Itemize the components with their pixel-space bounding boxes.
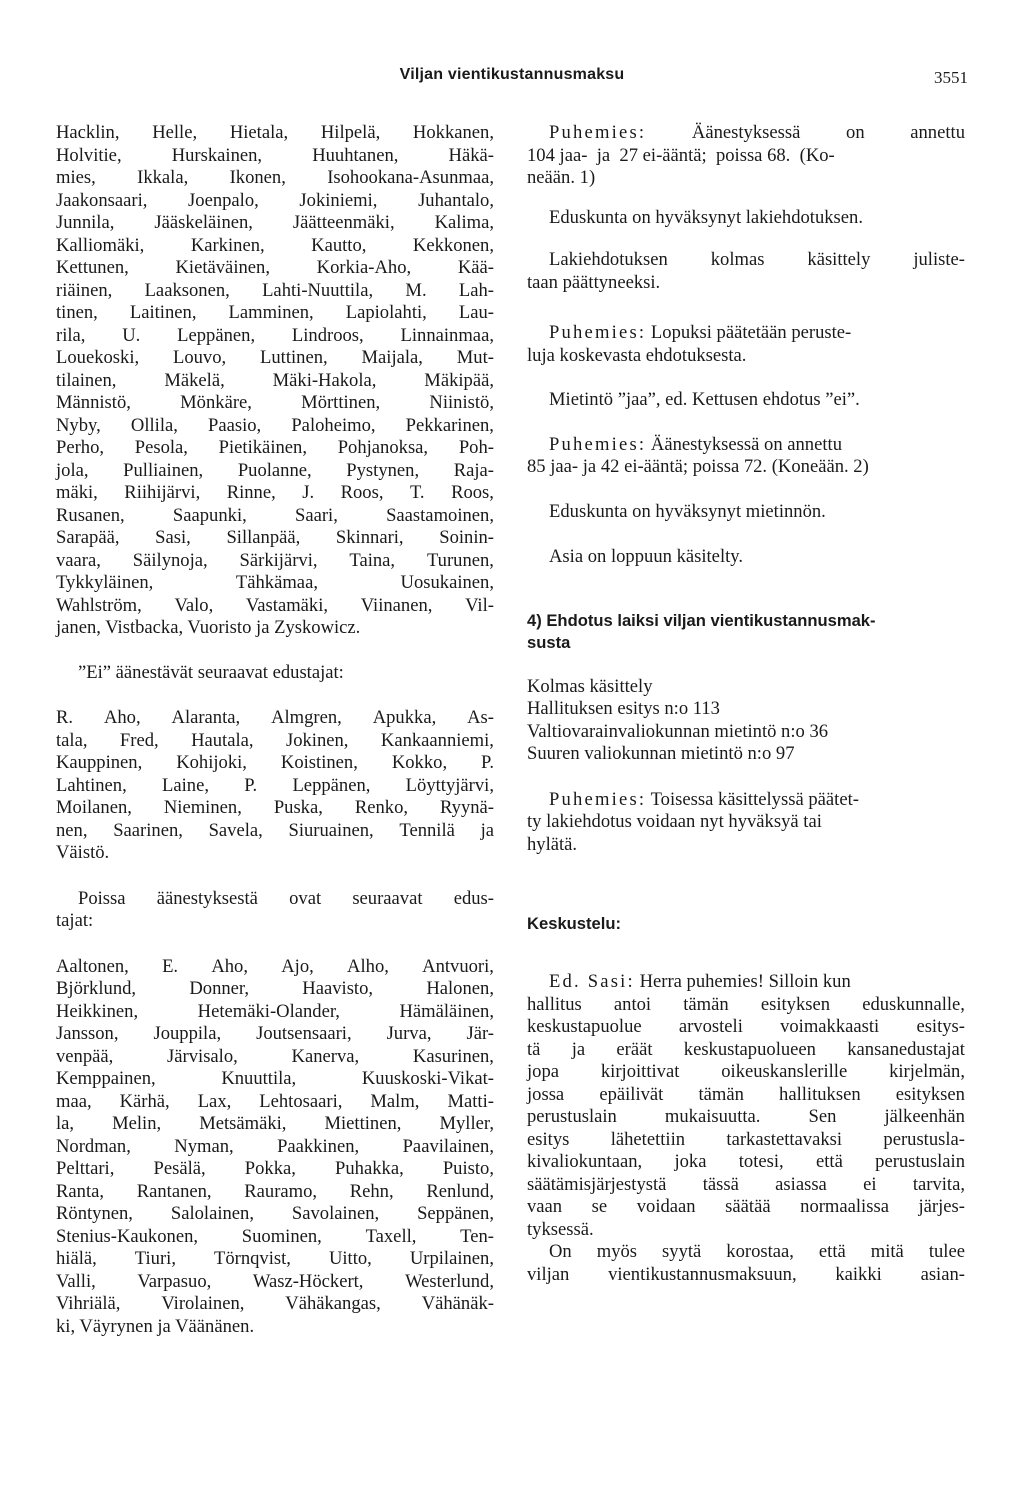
text-line: Heikkinen, Hetemäki-Olander, Hämäläinen, bbox=[56, 1000, 494, 1022]
text-line: Stenius-Kaukonen, Suominen, Taxell, Ten- bbox=[56, 1225, 494, 1247]
text-line: Wahlström, Valo, Vastamäki, Viinanen, Vil- bbox=[56, 594, 494, 616]
text-line: tajat: bbox=[56, 910, 94, 931]
matter-concluded: Asia on loppuun käsitelty. bbox=[549, 546, 744, 567]
page-number: 3551 bbox=[934, 68, 968, 87]
text-line: Kemppainen, Knuuttila, Kuuskoski-Vikat- bbox=[56, 1068, 494, 1089]
text-line: Lahtinen, Laine, P. Leppänen, Löyttyjärvi, bbox=[56, 774, 494, 796]
jaa-voters-list bbox=[56, 122, 494, 640]
vote-proposal bbox=[527, 322, 965, 367]
text-line: jossa epäilivät tämän hallituksen esityksen bbox=[527, 1083, 965, 1105]
text-line: taan päättyneeksi. bbox=[527, 271, 661, 293]
text-line: Valtiovarainvaliokunnan mietintö n:o 36 bbox=[527, 720, 829, 742]
text-line: jopa kirjoittivat oikeuskanslerille kirjelmän, bbox=[527, 1061, 965, 1082]
speech-opening: Herra puhemies! Silloin kun bbox=[634, 971, 851, 992]
speaker-statement bbox=[527, 789, 965, 857]
text-line: Tykkyläinen, Tähkämaa, Uosukainen, bbox=[56, 572, 494, 593]
text-line: Vihriälä, Virolainen, Vähäkangas, Vähänäk- bbox=[56, 1293, 494, 1314]
motions-line: Mietintö ”jaa”, ed. Kettusen ehdotus ”ei”. bbox=[549, 389, 860, 410]
ei-voters-heading: ”Ei” äänestävät seuraavat edustajat: bbox=[78, 661, 344, 683]
text-line: susta bbox=[527, 632, 571, 652]
text-line bbox=[527, 322, 965, 345]
section-heading bbox=[527, 610, 965, 654]
speech-sasi bbox=[527, 971, 965, 1286]
proposal-text: Lopuksi päätetään peruste- bbox=[646, 322, 852, 343]
text-line: Hallituksen esitys n:o 113 bbox=[527, 698, 720, 719]
text-line: jola, Pulliainen, Puolanne, Pystynen, Raja- bbox=[56, 459, 494, 481]
text-line: 4) Ehdotus laiksi viljan vientikustannusmak- bbox=[527, 610, 876, 630]
text-line: Nordman, Nyman, Paakkinen, Paavilainen, bbox=[56, 1135, 494, 1157]
text-line: riäinen, Laaksonen, Lahti-Nuuttila, M. Lah- bbox=[56, 279, 494, 301]
text-line: 85 jaa- ja 42 ei-ääntä; poissa 72. (Koneään. 2) bbox=[527, 456, 869, 477]
text-line: tilainen, Mäkelä, Mäki-Hakola, Mäkipää, bbox=[56, 369, 494, 391]
text-line: Väistö. bbox=[56, 842, 110, 863]
text-line: la, Melin, Metsämäki, Miettinen, Myller, bbox=[56, 1113, 494, 1134]
reading-info bbox=[527, 676, 965, 766]
text-line: tä ja eräät keskustapuolueen kansanedustajat bbox=[527, 1038, 965, 1060]
text-line: Holvitie, Hurskainen, Huuhtanen, Häkä- bbox=[56, 144, 494, 166]
text-line: Poissa äänestyksestä ovat seuraavat edus- bbox=[78, 887, 494, 909]
text-line: Ranta, Rantanen, Rauramo, Rehn, Renlund, bbox=[56, 1180, 494, 1202]
text-line: Moilanen, Nieminen, Puska, Renko, Ryynä- bbox=[56, 797, 494, 818]
text-line: maa, Kärhä, Lax, Lehtosaari, Malm, Matti- bbox=[56, 1090, 494, 1112]
text-line: säätämisjärjestystä tässä asiassa ei tarvita, bbox=[527, 1173, 965, 1195]
speaker-label: Puhemies: bbox=[549, 433, 647, 455]
text-line: Björklund, Donner, Haavisto, Halonen, bbox=[56, 978, 494, 999]
text-line: mies, Ikkala, Ikonen, Isohookana-Asunmaa, bbox=[56, 167, 494, 188]
text-line: tala, Fred, Hautala, Jokinen, Kankaanniemi, bbox=[56, 729, 494, 751]
text-line: vaan se voidaan säätää normaalissa järjes- bbox=[527, 1196, 965, 1217]
text-line: hiälä, Tiuri, Törnqvist, Uitto, Urpilainen, bbox=[56, 1248, 494, 1269]
text-line: Kolmas käsittely bbox=[527, 675, 653, 697]
text-line: On myös syytä korostaa, että mitä tulee bbox=[549, 1241, 965, 1262]
text-line: keskustapuolue arvosteli voimakkaasti esitys- bbox=[527, 1016, 965, 1037]
page-header-title: Viljan vientikustannusmaksu bbox=[399, 66, 625, 83]
text-line: mäki, Riihijärvi, Rinne, J. Roos, T. Roos, bbox=[56, 482, 494, 503]
text-line: tyksessä. bbox=[527, 1218, 594, 1240]
text-line: Jansson, Jouppila, Joutsensaari, Jurva, Jär- bbox=[56, 1023, 494, 1044]
text-line: Nyby, Ollila, Paasio, Paloheimo, Pekkarinen, bbox=[56, 414, 494, 436]
text-line: vaara, Säilynoja, Särkijärvi, Taina, Turunen, bbox=[56, 549, 494, 571]
speech-speaker: Ed. Sasi: bbox=[549, 971, 635, 992]
text-line: kivaliokuntaan, joka totesi, että perustuslain bbox=[527, 1151, 965, 1172]
text-line: perustuslain mukaisuutta. Sen jälkeenhän bbox=[527, 1106, 965, 1127]
text-line: 104 jaa- ja 27 ei-ääntä; poissa 68. (Ko- bbox=[527, 144, 835, 166]
text-line: Perho, Pesola, Pietikäinen, Pohjanoksa, Poh- bbox=[56, 437, 494, 458]
report-adopted: Eduskunta on hyväksynyt mietinnön. bbox=[549, 500, 826, 522]
text-line: janen, Vistbacka, Vuoristo ja Zyskowicz. bbox=[56, 617, 361, 638]
text-line: Aaltonen, E. Aho, Ajo, Alho, Antvuori, bbox=[56, 955, 494, 977]
text-line: rila, U. Leppänen, Lindroos, Linnainmaa, bbox=[56, 324, 494, 346]
left-column bbox=[56, 122, 494, 1361]
vote-text: Äänestyksessä on annettu bbox=[646, 433, 842, 455]
text-line bbox=[527, 971, 965, 994]
text-line bbox=[527, 789, 965, 812]
text-line: Kauppinen, Kohijoki, Koistinen, Kokko, P. bbox=[56, 752, 494, 773]
text-line bbox=[527, 122, 965, 145]
speaker-label: Puhemies: bbox=[549, 322, 647, 343]
text-line: R. Aho, Alaranta, Almgren, Apukka, As- bbox=[56, 707, 494, 728]
ei-voters-list bbox=[56, 707, 494, 865]
text-line: Rusanen, Saapunki, Saari, Saastamoinen, bbox=[56, 504, 494, 526]
text-line: hallitus antoi tämän esityksen eduskunnalle, bbox=[527, 993, 965, 1015]
right-column bbox=[527, 122, 965, 1309]
text-line: Männistö, Mönkäre, Mörttinen, Niinistö, bbox=[56, 392, 494, 413]
text-line: Sarapää, Sasi, Sillanpää, Skinnari, Soinin- bbox=[56, 527, 494, 548]
text-line: Kalliomäki, Karkinen, Kautto, Kekkonen, bbox=[56, 234, 494, 256]
text-line: Junnila, Jääskeläinen, Jäätteenmäki, Kalima, bbox=[56, 212, 494, 233]
text-line: Valli, Varpasuo, Wasz-Höckert, Westerlund, bbox=[56, 1270, 494, 1292]
third-reading-closed bbox=[527, 249, 965, 294]
text-line: Kettunen, Kietäväinen, Korkia-Aho, Kää- bbox=[56, 257, 494, 278]
text-line: luja koskevasta ehdotuksesta. bbox=[527, 344, 747, 366]
text-line: ki, Väyrynen ja Väänänen. bbox=[56, 1315, 255, 1337]
text-line: Jaakonsaari, Joenpalo, Jokiniemi, Juhantalo, bbox=[56, 189, 494, 211]
text-line: ty lakiehdotus voidaan nyt hyväksyä tai bbox=[527, 811, 822, 832]
absent-list bbox=[56, 956, 494, 1339]
text-line: venpää, Järvisalo, Kanerva, Kasurinen, bbox=[56, 1045, 494, 1067]
text-line: hylätä. bbox=[527, 833, 578, 855]
text-line: Pelttari, Pesälä, Pokka, Puhakka, Puisto, bbox=[56, 1158, 494, 1179]
text-line: Lakiehdotuksen kolmas käsittely juliste- bbox=[549, 249, 965, 270]
text-line: Hacklin, Helle, Hietala, Hilpelä, Hokkanen, bbox=[56, 122, 494, 143]
vote-result-2 bbox=[527, 434, 965, 479]
text-line: neään. 1) bbox=[527, 167, 596, 188]
absent-heading bbox=[56, 888, 494, 933]
text-line: nen, Saarinen, Savela, Siuruainen, Tennilä ja bbox=[56, 819, 494, 841]
vote-result-1 bbox=[527, 122, 965, 190]
discussion-heading: Keskustelu: bbox=[527, 914, 622, 933]
text-line: esitys lähetettiin tarkastettavaksi perustusla- bbox=[527, 1128, 965, 1150]
text-line: viljan vientikustannusmaksuun, kaikki asian- bbox=[527, 1263, 965, 1285]
text-line: Suuren valiokunnan mietintö n:o 97 bbox=[527, 743, 795, 764]
bill-adopted: Eduskunta on hyväksynyt lakiehdotuksen. bbox=[549, 206, 863, 228]
speaker-label: Puhemies: bbox=[549, 122, 647, 143]
text-line bbox=[527, 434, 965, 457]
text-line: Röntynen, Salolainen, Savolainen, Seppänen, bbox=[56, 1203, 494, 1224]
text-line: tinen, Laitinen, Lamminen, Lapiolahti, Lau- bbox=[56, 302, 494, 323]
statement-text: Toisessa käsittelyssä päätet- bbox=[646, 788, 859, 810]
text-line: Louekoski, Louvo, Luttinen, Maijala, Mut- bbox=[56, 347, 494, 368]
speaker-label: Puhemies: bbox=[549, 788, 647, 810]
vote-text: Äänestyksessä on annettu bbox=[646, 122, 965, 143]
